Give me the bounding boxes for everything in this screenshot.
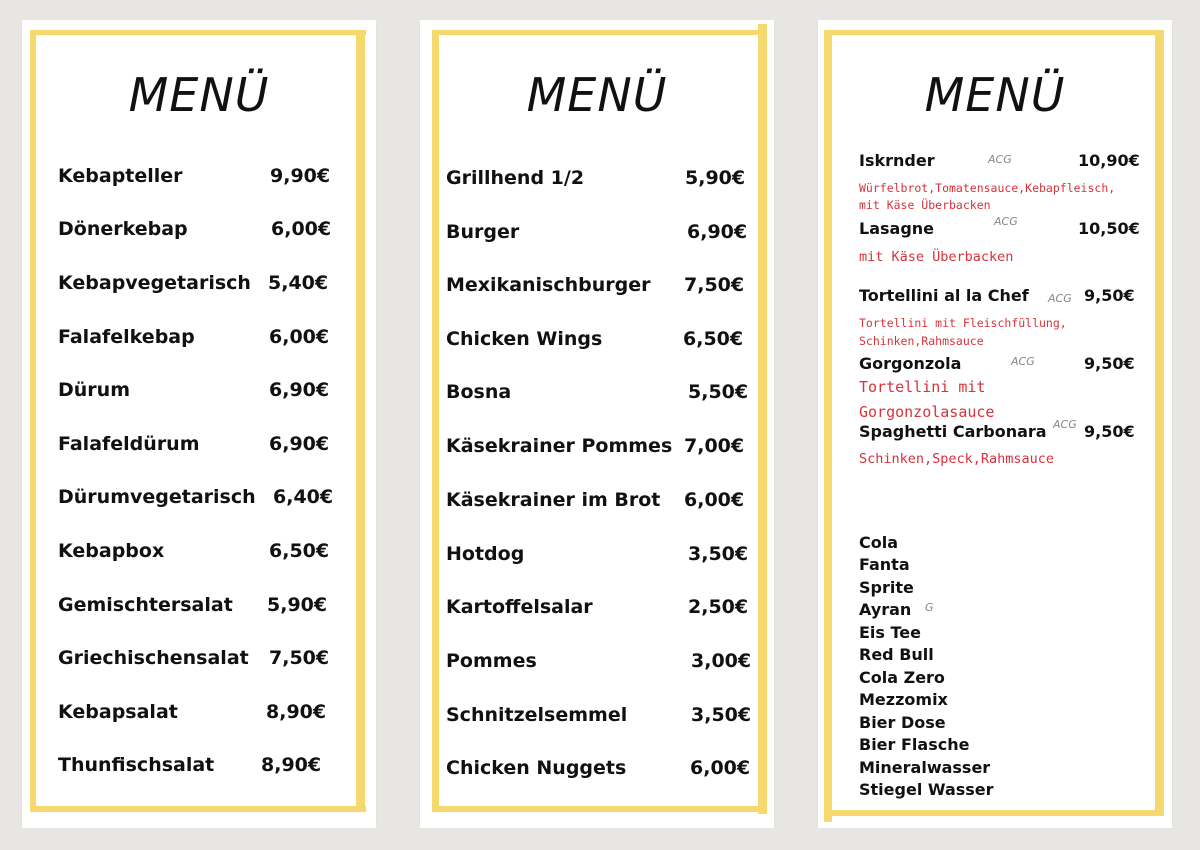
- dish-description: Schinken,Speck,Rahmsauce: [859, 451, 1055, 467]
- item-name: Bosna: [446, 381, 512, 403]
- allergen-code: ACG: [1053, 418, 1077, 431]
- dish-price: 10,90€: [1078, 151, 1140, 170]
- menu-item: [22, 647, 376, 677]
- dish-description: Schinken,Rahmsauce: [859, 334, 984, 348]
- menu-item: [420, 328, 774, 358]
- item-price: 7,50€: [684, 274, 745, 296]
- item-name: Grillhend 1/2: [446, 167, 585, 189]
- item-name: Pommes: [446, 650, 537, 672]
- drink-item: Cola Zero: [859, 668, 945, 687]
- item-name: Burger: [446, 221, 520, 243]
- menu-item: [22, 540, 376, 570]
- menu-item: [22, 272, 376, 302]
- item-price: 6,50€: [269, 540, 330, 562]
- allergen-code: ACG: [1048, 292, 1072, 305]
- menu-title: MENÜ: [924, 68, 1066, 122]
- menu-item: [22, 594, 376, 624]
- menu-item: [420, 167, 774, 197]
- menu-title: MENÜ: [128, 68, 270, 122]
- allergen-code: ACG: [1011, 355, 1035, 368]
- dish-name: Gorgonzola: [859, 354, 962, 373]
- drink-item: Stiegel Wasser: [859, 780, 994, 799]
- menu-item: [420, 489, 774, 519]
- menu-item: [22, 379, 376, 409]
- menu-item: [420, 596, 774, 626]
- item-price: 8,90€: [261, 754, 322, 776]
- frame-border: [30, 30, 36, 812]
- item-name: Thunfischsalat: [58, 754, 215, 776]
- item-name: Kebapbox: [58, 540, 165, 562]
- menu-item: [420, 274, 774, 304]
- item-name: Falafelkebap: [58, 326, 195, 348]
- menu-item: [420, 704, 774, 734]
- item-name: Dürum: [58, 379, 130, 401]
- drink-item: Fanta: [859, 555, 910, 574]
- drink-item: Red Bull: [859, 645, 934, 664]
- dish-price: 10,50€: [1078, 219, 1140, 238]
- drink-item: Bier Flasche: [859, 735, 970, 754]
- item-name: Dönerkebap: [58, 218, 188, 240]
- dish-description: Würfelbrot,Tomatensauce,Kebapfleisch,: [859, 181, 1116, 195]
- item-price: 7,00€: [684, 435, 745, 457]
- menu-item: [420, 221, 774, 251]
- item-name: Mexikanischburger: [446, 274, 651, 296]
- dish-price: 9,50€: [1084, 354, 1135, 373]
- menu-item: [22, 486, 376, 516]
- item-price: 5,90€: [267, 594, 328, 616]
- item-price: 3,00€: [691, 650, 752, 672]
- item-price: 6,40€: [273, 486, 334, 508]
- dish-description: Gorgonzolasauce: [859, 403, 995, 421]
- item-price: 9,90€: [270, 165, 331, 187]
- frame-border: [824, 30, 832, 822]
- dish-description: Tortellini mit Fleischfüllung,: [859, 316, 1067, 330]
- item-price: 5,40€: [268, 272, 329, 294]
- menu-panel-1: [22, 20, 376, 828]
- menu-panel-3: [818, 20, 1172, 828]
- item-price: 6,90€: [269, 379, 330, 401]
- item-name: Hotdog: [446, 543, 525, 565]
- drink-item: Sprite: [859, 578, 914, 597]
- menu-item: [420, 543, 774, 573]
- menu-item: [420, 435, 774, 465]
- item-price: 6,90€: [687, 221, 748, 243]
- item-name: Dürumvegetarisch: [58, 486, 256, 508]
- dish-price: 9,50€: [1084, 422, 1135, 441]
- frame-border: [432, 30, 439, 812]
- drink-item: Mezzomix: [859, 690, 948, 709]
- item-price: 7,50€: [269, 647, 330, 669]
- menu-item: [22, 754, 376, 784]
- item-price: 5,50€: [688, 381, 749, 403]
- item-price: 8,90€: [266, 701, 327, 723]
- allergen-code: ACG: [988, 153, 1012, 166]
- drink-item: Ayran: [859, 600, 912, 619]
- item-name: Falafeldürum: [58, 433, 200, 455]
- menu-item: [420, 757, 774, 787]
- drink-item: Mineralwasser: [859, 758, 991, 777]
- menu-item: [22, 701, 376, 731]
- item-name: Käsekrainer Pommes: [446, 435, 673, 457]
- menu-item: [420, 650, 774, 680]
- item-price: 6,00€: [690, 757, 751, 779]
- drink-item: Cola: [859, 533, 899, 552]
- item-name: Kebapsalat: [58, 701, 178, 723]
- menu-item: [22, 165, 376, 195]
- menu-title: MENÜ: [526, 68, 668, 122]
- dish-name: Tortellini al la Chef: [859, 286, 1029, 305]
- item-name: Chicken Nuggets: [446, 757, 627, 779]
- dish-description: mit Käse Überbacken: [859, 249, 1014, 265]
- item-price: 2,50€: [688, 596, 749, 618]
- menu-panel-2: [420, 20, 774, 828]
- item-name: Kebapvegetarisch: [58, 272, 251, 294]
- item-price: 6,50€: [683, 328, 744, 350]
- item-price: 3,50€: [691, 704, 752, 726]
- menu-item: [22, 326, 376, 356]
- drink-item: Eis Tee: [859, 623, 921, 642]
- item-price: 6,00€: [271, 218, 332, 240]
- item-price: 5,90€: [685, 167, 746, 189]
- item-name: Kartoffelsalar: [446, 596, 593, 618]
- dish-name: Lasagne: [859, 219, 935, 238]
- item-name: Schnitzelsemmel: [446, 704, 628, 726]
- item-name: Kebapteller: [58, 165, 183, 187]
- item-price: 6,00€: [269, 326, 330, 348]
- dish-name: Iskrnder: [859, 151, 935, 170]
- item-name: Käsekrainer im Brot: [446, 489, 661, 511]
- menu-item: [22, 433, 376, 463]
- dish-price: 9,50€: [1084, 286, 1135, 305]
- dish-description: Tortellini mit: [859, 378, 986, 396]
- dish-description: mit Käse Überbacken: [859, 198, 991, 212]
- item-name: Chicken Wings: [446, 328, 603, 350]
- item-name: Griechischensalat: [58, 647, 249, 669]
- item-name: Gemischtersalat: [58, 594, 233, 616]
- drink-item: Bier Dose: [859, 713, 946, 732]
- item-price: 6,00€: [684, 489, 745, 511]
- item-price: 3,50€: [688, 543, 749, 565]
- menu-item: [22, 218, 376, 248]
- allergen-code: ACG: [994, 215, 1018, 228]
- item-price: 6,90€: [269, 433, 330, 455]
- allergen-code: G: [925, 601, 934, 614]
- dish-name: Spaghetti Carbonara: [859, 422, 1047, 441]
- menu-item: [420, 381, 774, 411]
